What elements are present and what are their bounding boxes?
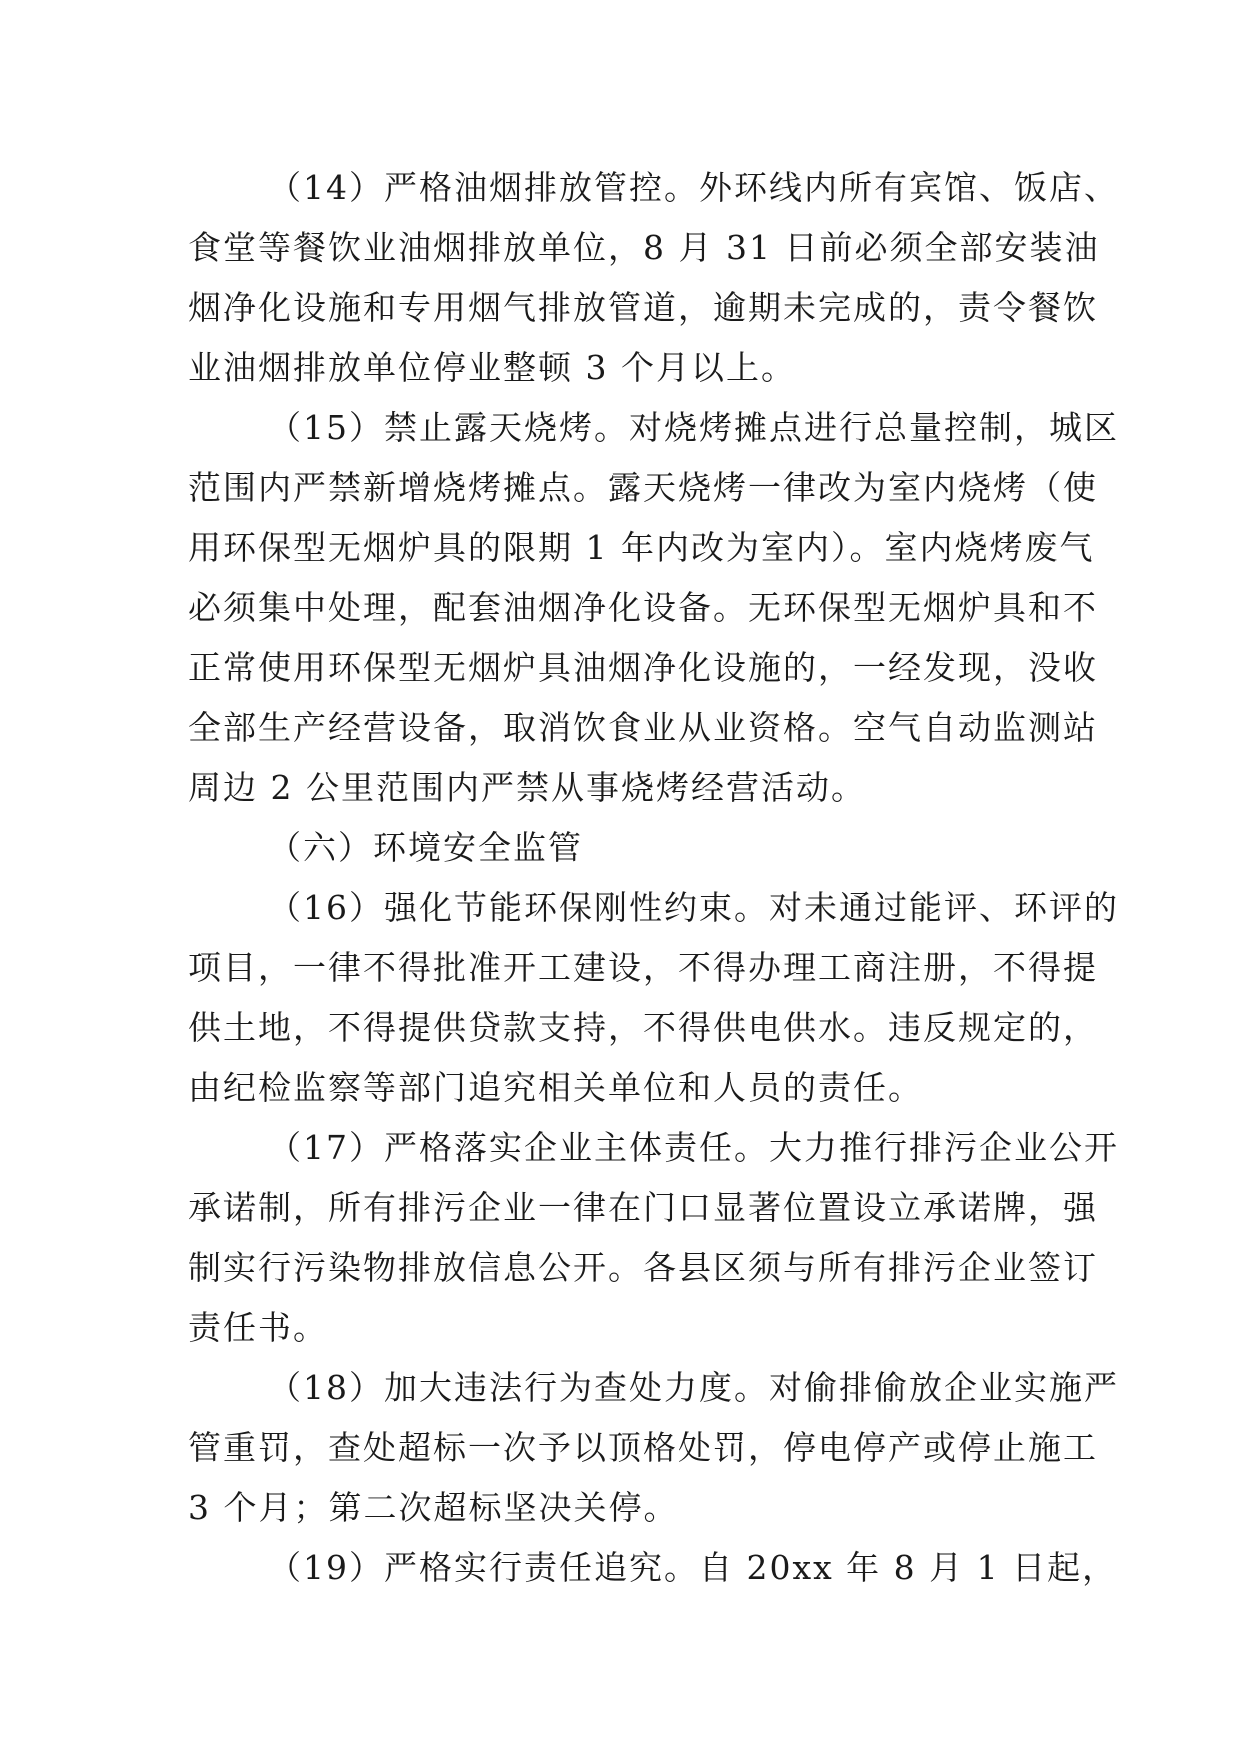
text-line: 制实行污染物排放信息公开。各县区须与所有排污企业签订 <box>188 1248 1098 1287</box>
text-line: 承诺制，所有排污企业一律在门口显著位置设立承诺牌，强 <box>188 1188 1098 1227</box>
document-body <box>188 158 1119 1598</box>
text-line: 必须集中处理，配套油烟净化设备。无环保型无烟炉具和不 <box>188 588 1098 627</box>
text-line: （14）严格油烟排放管控。外环线内所有宾馆、饭店、 <box>268 168 1119 207</box>
text-line: 项目，一律不得批准开工建设，不得办理工商注册，不得提 <box>188 948 1098 987</box>
paragraph-18 <box>188 1358 1119 1538</box>
section-heading-6 <box>188 818 1054 878</box>
text-line: 全部生产经营设备，取消饮食业从业资格。空气自动监测站 <box>188 708 1098 747</box>
text-line: 食堂等餐饮业油烟排放单位，8 月 31 日前必须全部安装油 <box>188 228 1100 267</box>
paragraph-16 <box>188 878 1119 1118</box>
text-line: 3 个月；第二次超标坚决关停。 <box>188 1488 679 1527</box>
text-line: 责任书。 <box>188 1308 328 1347</box>
text-line: 业油烟排放单位停业整顿 3 个月以上。 <box>188 348 796 387</box>
text-line: （16）强化节能环保刚性约束。对未通过能评、环评的 <box>268 888 1119 927</box>
text-line: 供土地，不得提供贷款支持，不得供电供水。违反规定的， <box>188 1008 1098 1047</box>
paragraph-15 <box>188 398 1119 818</box>
text-line: 范围内严禁新增烧烤摊点。露天烧烤一律改为室内烧烤（使 <box>188 468 1098 507</box>
text-line: 周边 2 公里范围内严禁从事烧烤经营活动。 <box>188 768 866 807</box>
text-line: （19）严格实行责任追究。自 20xx 年 8 月 1 日起， <box>268 1548 1118 1587</box>
text-line: （18）加大违法行为查处力度。对偷排偷放企业实施严 <box>268 1368 1119 1407</box>
heading-line: （六）环境安全监管 <box>268 828 583 867</box>
text-line: 正常使用环保型无烟炉具油烟净化设施的，一经发现，没收 <box>188 648 1098 687</box>
paragraph-17 <box>188 1118 1119 1358</box>
text-line: 用环保型无烟炉具的限期 1 年内改为室内）。室内烧烤废气 <box>188 528 1095 567</box>
paragraph-14 <box>188 158 1119 398</box>
text-line: （17）严格落实企业主体责任。大力推行排污企业公开 <box>268 1128 1119 1167</box>
text-line: 烟净化设施和专用烟气排放管道，逾期未完成的，责令餐饮 <box>188 288 1098 327</box>
text-line: （15）禁止露天烧烤。对烧烤摊点进行总量控制，城区 <box>268 408 1119 447</box>
paragraph-19 <box>188 1538 1118 1598</box>
text-line: 管重罚，查处超标一次予以顶格处罚，停电停产或停止施工 <box>188 1428 1098 1467</box>
text-line: 由纪检监察等部门追究相关单位和人员的责任。 <box>188 1068 923 1107</box>
